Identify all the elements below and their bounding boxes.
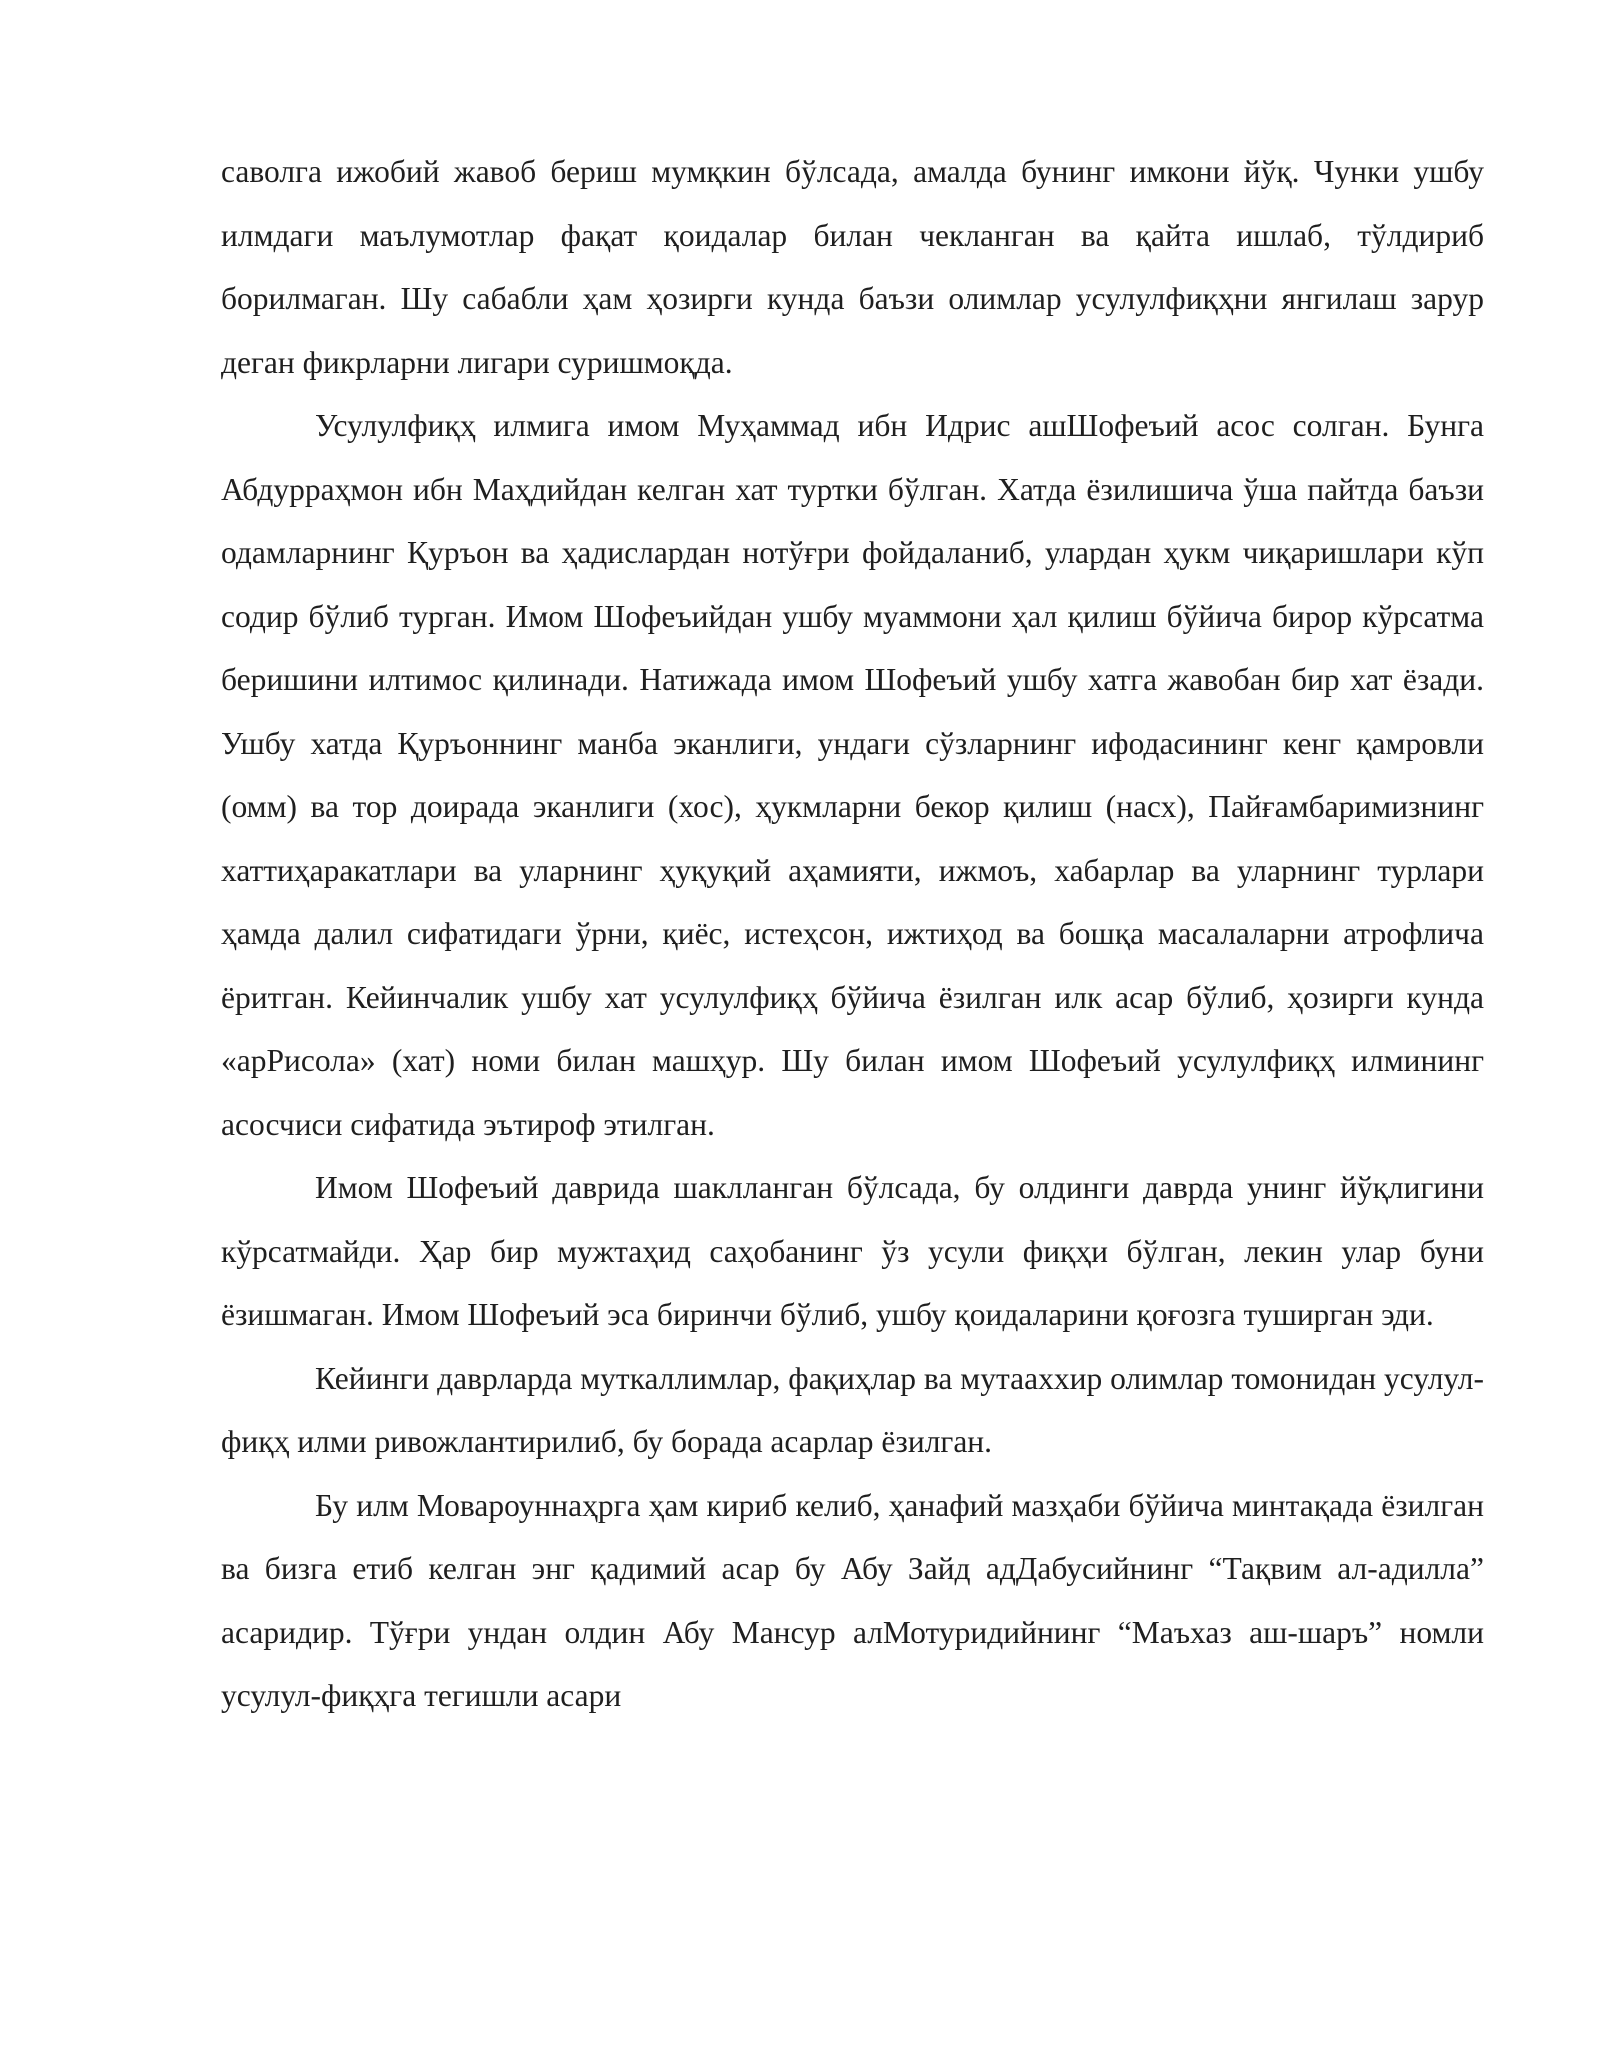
paragraph-shafii-founder: Усулулфиқҳ илмига имом Муҳаммад ибн Идрис ашШофеъий асос солган. Бунга Абдурраҳмон ибн Маҳдийдан келган хат туртки бўлган. Хатда ёзилишича ўша пайтда баъзи одамларнинг Қуръон ва ҳадислардан нотўғри фойдаланиб, улардан ҳукм чиқаришлари кўп содир бўлиб турган. Имом Шофеъийдан ушбу муаммони ҳал қилиш бўйича бирор кўрсатма беришини илтимос қилинади. Натижада имом Шофеъий ушбу хатга жавобан бир хат ёзади. Ушбу хатда Қуръоннинг манба эканлиги, ундаги сўзларнинг ифодасининг кенг қамровли (омм) ва тор доирада эканлиги (хос), ҳукмларни бекор қилиш (насх), Пайғамбаримизнинг хаттиҳаракатлари ва уларнинг ҳуқуқий аҳамияти, ижмоъ, хабарлар ва уларнинг турлари ҳамда далил сифатидаги ўрни, қиёс, истеҳсон, ижтиҳод ва бошқа масалаларни атрофлича ёритган. Кейинчалик ушбу хат усулулфиқҳ бўйича ёзилган илк асар бўлиб, ҳозирги кунда «арРисола» (хат) номи билан машҳур. Шу билан имом Шофеъий усулулфиқҳ илмининг асосчиси сифатида эътироф этилган.	[221, 408, 1484, 1142]
paragraph-continuation: саволга ижобий жавоб бериш мумқкин бўлсада, амалда бунинг имкони йўқ. Чунки ушбу илмдаги маълумотлар фақат қоидалар билан чекланган ва қайта ишлаб, тўлдириб борилмаган. Шу сабабли ҳам ҳозирги кунда баъзи олимлар усулулфиқҳни янгилаш зарур деган фикрларни лигари суришмоқда.	[221, 154, 1484, 380]
paragraph-movarounnahr: Бу илм Мовароуннаҳрга ҳам кириб келиб, ҳанафий мазҳаби бўйича минтақада ёзилган ва бизга етиб келган энг қадимий асар бу Абу Зайд адДабусийнинг “Тақвим ал-адилла” асаридир. Тўғри ундан олдин Абу Мансур алМотуридийнинг “Маъхаз аш-шаръ” номли усулул-фиқҳга тегишли асари	[221, 1487, 1484, 1713]
paragraph-shafii-era: Имом Шофеъий даврида шаклланган бўлсада, бу олдинги даврда унинг йўқлигини кўрсатмайди. Ҳар бир мужтаҳид саҳобанинг ўз усули фиқҳи бўлган, лекин улар буни ёзишмаган. Имом Шофеъий эса биринчи бўлиб, ушбу қоидаларини қоғозга туширган эди.	[221, 1170, 1484, 1332]
paragraph-later-periods: Кейинги даврларда муткаллимлар, фақиҳлар ва мутааххир олимлар томонидан усулул-фиқҳ илми ривожлантирилиб, бу борада асарлар ёзилган.	[221, 1360, 1484, 1459]
document-page	[221, 140, 1484, 1728]
